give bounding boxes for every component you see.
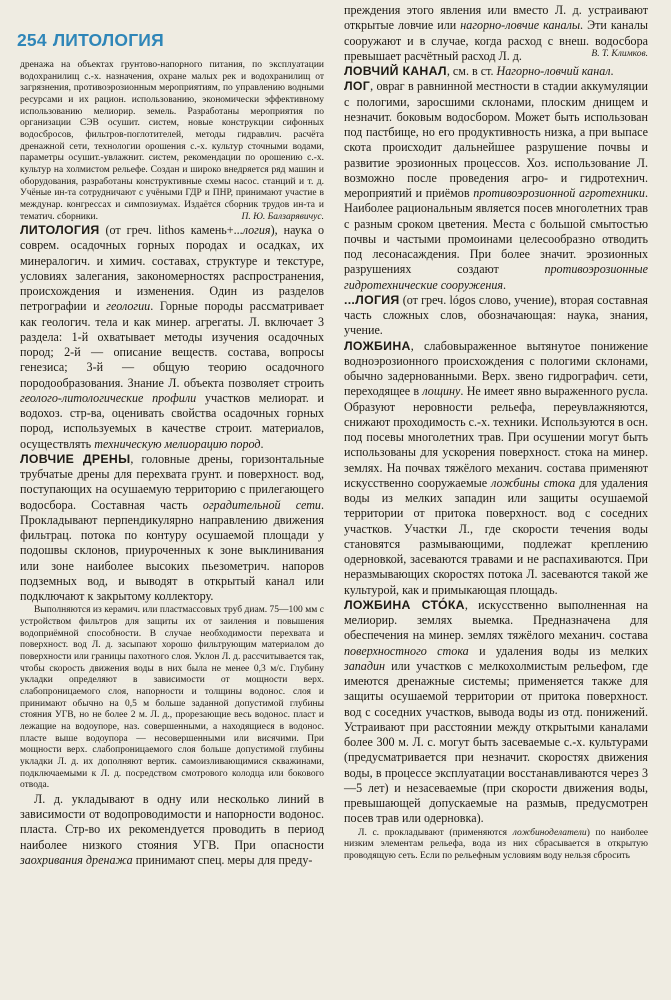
continuation-text: дренажа на объектах грунтово-напорного питания, по эксплуатации водохранилищ с.-х. назначения, охране малых рек и водохранилищ от загрязнения, противоэрозионным мероприятиям, по управлению водными ресурсами и их рацион. использованию, экономически эффективному использованию мелиорир. земель. Разработаны мероприятия по организации СЭВ осушит. систем, новые конструкции сифонных водосбросов, фильтров-поглотителей, методы гидравлич. расчёта дренажной сети, технологии орошения с.-х. культур сточными водами, параметры осушит.-увлажнит. систем, рекомендации по орошению с.-х. культур на холмистом рельефе. Создан и широко внедряется ряд машин и оборудования, разработаны конструктивные схемы насос. станций и т. д. Учёные ин-та сотрудничают с учёными ГДР и ПНР, принимают участие в междунар. конгрессах и симпозиумах. Издаётся сборник трудов ин-та и тематич. сборники. П. Ю. Балзарявичус.: [20, 60, 324, 222]
left-column: [20, 60, 324, 868]
entry-log: ЛОГ, овраг в равнинной местности в стадии аккумуляции с пологими, заросшими склонами, плоским днищем и незначит. боковым водосбором. Может быть использован под пастбище, но его продуктивность низка, а при выпасе скота происходит дальнейшее разрушение почвы и развитие эрозионных процессов. Хоз. использование Л. возможно после проведения агро- и гидротехнич. мероприятий и приёмов противоэрозионной агротехники. Наиболее рациональным является посев многолетних трав с разным сроком цветения. Места с большой смытостью почвы и частыми промоинами целесообразно отводить под лесонасаждения. При более значит. эрозионных разрушениях создают противоэрозионные гидротехнические сооружения.: [344, 79, 649, 292]
entry-litologiya: ЛИТОЛОГИЯ (от греч. lithos камень+...логия), наука о соврем. осадочных горных породах и осадках, их минералогич. и химич. составах, структуре и текстуре, условиях залегания, закономерностях распространения, происхождения и изменения. Один из разделов петрографии и геологии. Горные породы рассматривает как геологич. тела и как минер. агрегаты. Л. включает 3 раздела: 1-й охватывает методы изучения осадочных пород; 2-й — описание веществ. состава, вопросы генезиса; 3-й — общую теорию осадочного породообразования. Знание Л. объекта позволяет строить геолого-литологические профили участков мелиорат. и водохоз. стр-ва, оценивать свойства осадочных горных пород, используемых в качестве строит. материалов, осуществлять техническую мелиорацию пород.: [20, 223, 325, 451]
continuation-text: преждения этого явления или вместо Л. д. устраивают открытые ловчие или нагорно-ловчие каналы. Эти каналы сооружают и в случае, когда расход с внеш. водосбора превышает расчётный расход Л. д. В. Т. Климков.: [344, 3, 648, 63]
author-signature: В. Т. Климков.: [591, 48, 648, 59]
entry-lovchiy-kanal: ЛОВЧИЙ КАНАЛ, см. в ст. Нагорно-ловчий канал.: [344, 64, 614, 78]
entry-paragraph: Л. д. укладывают в одну или несколько линий в зависимости от водопроводимости и напорности водонос. пласта. Стр-во их рекомендуется проводить в период наиболее низкого стояния УГВ. При опасности заохривания дренажа принимают спец. меры для преду-: [20, 791, 324, 867]
headword: ЛОЖБИНА СТО́КА: [344, 597, 465, 612]
right-column: [344, 3, 648, 862]
headword: ЛОЖБИНА: [344, 338, 411, 353]
entry-lozhbina: ЛОЖБИНА, слабовыраженное вытянутое понижение водноэрозионного происхождения с пологими склонами, обычно задернованными. Верх. звено гидрографич. сети, переходящее в лощину. Не имеет явно выраженного русла. Образуют неровности рельефа, переувлажняются, снижают проходимость с.-х. техники. Используются в осн. под посевы многолетних трав. При осушении могут быть использованы для ускорения поверхност. стока на минер. землях. На почвах тяжёлого механич. состава применяют искусственно сооружаемые ложбины стока для удаления воды из мелких западин или защиты осушаемой территории от притока поверхност. вод с соседних участков. Участки Л., где скорости течения воды становятся размывающими, подлежат креплению одерновкой, засеваются травами и не распахиваются. При неразмывающих скоростях потока Л. засеваются такой же культурой, как и примыкающая площадь.: [344, 338, 648, 597]
page-header: [17, 30, 164, 51]
page-number: 254: [17, 30, 47, 50]
entry-small-text: Выполняются из керамич. или пластмассовых труб диам. 75—100 мм с устройством фильтров для защиты их от заиления и повышения водоприёмной способности. В случае необходимости перехвата и поверхност. вод Л. д. засыпают хорошо фильтрующим материалом до поверхности или границы пахотного слоя. Уклон Л. д. рассчитывается так, чтобы скорость движения воды в них была не менее 0,3 м/с. Глубину укладки определяют в зависимости от мощности верх. слабопроницаемого слоя, напорности и толщины водонос. слоя и принимают обычно на 0,5 м больше заданной допустимой глубины стояния УГВ, но не более 2 м. Л. д., прорезающие весь водонос. пласт и лежащие на водоупоре, наз. совершенными, а находящиеся в водонос. пласте выше водоупора — несовершенными или висячими. При мощности верх. слабопроницаемого слоя больше допустимой глубины укладки Л. д. их дополняют вертик. самоизливающимися скважинами, подключаемыми к Л. д. посредством смотрового колодца или бокового отвода.: [20, 605, 324, 791]
cross-reference: Нагорно-ловчий канал: [496, 64, 611, 78]
headword: ЛИТОЛОГИЯ: [20, 223, 100, 238]
headword: ЛОВЧИЕ ДРЕНЫ: [20, 451, 131, 466]
entry-lovchie-dreny: ЛОВЧИЕ ДРЕНЫ, головные дрены, горизонтальные трубчатые дрены для перехвата грунт. и поверхност. вод, поступающих на осушаемую территорию с прилегающего водосбора. Составная часть оградительной сети. Прокладывают перпендикулярно направлению движения фильтрац. потока по контуру осушаемой площади у подошвы склонов, приуроченных к зоне выклинивания или зоне наиболее высоких пьезометрич. напоров подземных вод, и выводят в открытый канал или подключают к закрытому коллектору.: [20, 451, 325, 604]
author-signature: П. Ю. Балзарявичус.: [241, 211, 324, 222]
headword: ЛОГ: [344, 79, 371, 94]
entry-small-text: Л. с. прокладывают (применяются ложбиноделатели) по наиболее низким элементам рельефа, вода из них сбрасывается в открытую проводящую сеть. Если по рельефным условиям воду нельзя сбросить: [344, 827, 649, 861]
headword: ЛОВЧИЙ КАНАЛ: [344, 64, 447, 78]
entry-logiya: ...ЛОГИЯ (от греч. lógos слово, учение), вторая составная часть сложных слов, обозначающая: наука, знания, учение.: [344, 292, 648, 338]
entry-lozhbina-stoka: ЛОЖБИНА СТО́КА, искусственно выполненная на мелиорир. землях выемка. Предназначена для обеспечения на минер. землях тяжёлого механич. состава поверхностного стока и удаления воды из мелких западин или участков с мелкохолмистым рельефом, где имеются дренажные системы; применяется также для защиты осушаемой территории от притока поверхност. вод с соседних участков, вывода воды из отд. понижений. Устраивают при расстоянии между открытыми каналами более 300 м. Л. с. могут быть засеваемые с.-х. культурами (предусматривается при незначит. скоростях движения воды, в процессе эксплуатации восстанавливаются через 3—5 лет) и незасеваемые (при скорости движения воды, превышающей допускаемые на размыв, предусмотрен посев трав или одерновка).: [344, 597, 648, 826]
headword: ...ЛОГИЯ: [344, 292, 400, 307]
running-head: ЛИТОЛОГИЯ: [52, 30, 164, 50]
